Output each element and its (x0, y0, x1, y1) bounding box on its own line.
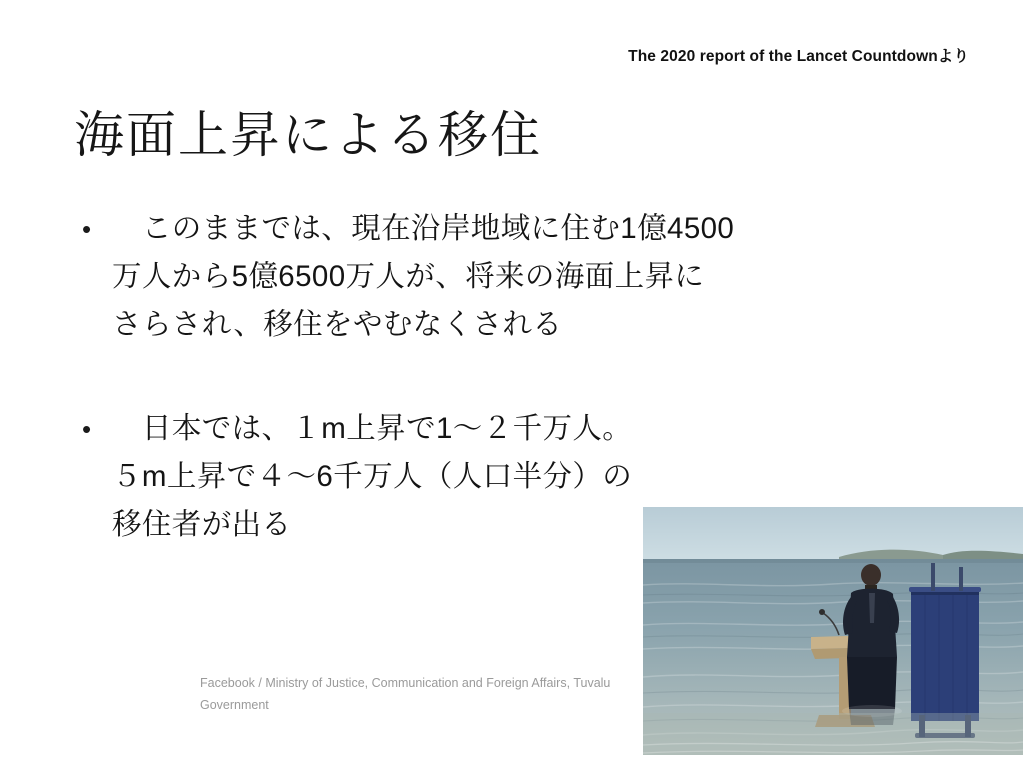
bullet-line: 移住者が出る (112, 508, 292, 541)
list-item (78, 205, 958, 349)
bullet-line: ５m上昇で４〜6千万人（人口半分）の (112, 460, 633, 493)
bullet-marker: • (82, 414, 92, 444)
page-title: 海面上昇による移住 (74, 106, 542, 163)
bullet-line: 万人から5億6500万人が、将来の海面上昇に (112, 260, 705, 293)
bullet-line: さらされ、移住をやむなくされる (112, 308, 563, 341)
photo-credit-line: Facebook / Ministry of Justice, Communication and Foreign Affairs, Tuvalu (200, 676, 611, 690)
photo-credit-line: Government (200, 698, 269, 712)
bullet-marker: • (82, 214, 92, 244)
tuvalu-photo (643, 507, 1023, 755)
bullet-text (112, 405, 632, 549)
bullet-line: このままでは、現在沿岸地域に住む1億4500 (112, 212, 735, 245)
photo-image (643, 507, 1023, 755)
photo-credit (200, 672, 670, 716)
source-citation-top: The 2020 report of the Lancet Countdownより (628, 48, 969, 65)
bullet-line: 日本では、１m上昇で1〜２千万人。 (112, 412, 633, 445)
body-content (78, 205, 958, 549)
bullet-text (112, 205, 734, 349)
